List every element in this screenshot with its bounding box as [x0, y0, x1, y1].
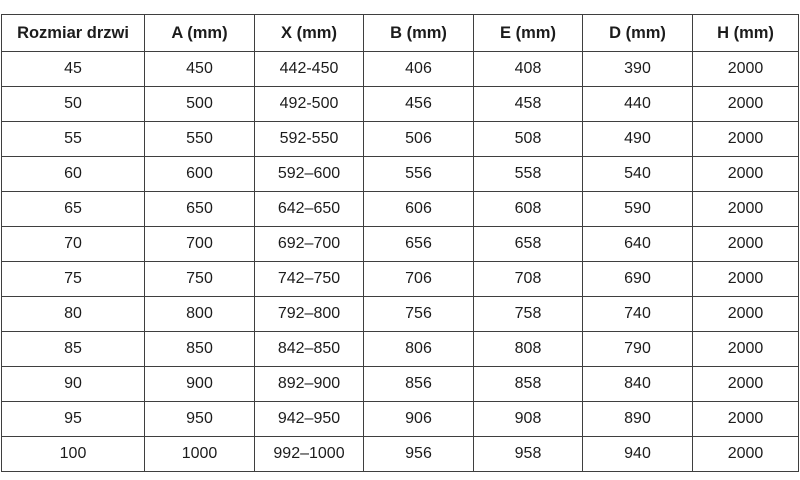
table-cell: 906 — [364, 402, 474, 437]
table-cell: 708 — [474, 262, 583, 297]
table-cell: 908 — [474, 402, 583, 437]
door-size-spec-table — [1, 14, 799, 472]
table-cell: 95 — [2, 402, 145, 437]
table-cell: 692–700 — [255, 227, 364, 262]
table-cell: 406 — [364, 52, 474, 87]
table-cell: 808 — [474, 332, 583, 367]
table-header — [2, 15, 799, 52]
header-row — [2, 15, 799, 52]
table-cell: 408 — [474, 52, 583, 87]
table-cell: 50 — [2, 87, 145, 122]
table-cell: 500 — [145, 87, 255, 122]
table-cell: 2000 — [693, 157, 799, 192]
table-cell: 642–650 — [255, 192, 364, 227]
table-cell: 2000 — [693, 192, 799, 227]
table-row — [2, 367, 799, 402]
table-cell: 558 — [474, 157, 583, 192]
table-cell: 442-450 — [255, 52, 364, 87]
table-cell: 508 — [474, 122, 583, 157]
table-cell: 890 — [583, 402, 693, 437]
table-cell: 70 — [2, 227, 145, 262]
table-cell: 592–600 — [255, 157, 364, 192]
table-cell: 700 — [145, 227, 255, 262]
table-row — [2, 437, 799, 472]
table-cell: 65 — [2, 192, 145, 227]
table-cell: 742–750 — [255, 262, 364, 297]
table-cell: 2000 — [693, 227, 799, 262]
table-cell: 2000 — [693, 297, 799, 332]
table-cell: 956 — [364, 437, 474, 472]
table-cell: 540 — [583, 157, 693, 192]
table-cell: 550 — [145, 122, 255, 157]
table-row — [2, 262, 799, 297]
table-row — [2, 52, 799, 87]
table-cell: 506 — [364, 122, 474, 157]
table-cell: 450 — [145, 52, 255, 87]
table-cell: 390 — [583, 52, 693, 87]
table-row — [2, 332, 799, 367]
table-cell: 992–1000 — [255, 437, 364, 472]
table-cell: 556 — [364, 157, 474, 192]
table-cell: 800 — [145, 297, 255, 332]
table-cell: 600 — [145, 157, 255, 192]
table-cell: 2000 — [693, 262, 799, 297]
table-cell: 900 — [145, 367, 255, 402]
table-row — [2, 402, 799, 437]
column-header: B (mm) — [364, 15, 474, 52]
table-row — [2, 122, 799, 157]
column-header: X (mm) — [255, 15, 364, 52]
table-row — [2, 297, 799, 332]
table-cell: 942–950 — [255, 402, 364, 437]
table-cell: 45 — [2, 52, 145, 87]
table-cell: 2000 — [693, 332, 799, 367]
table-cell: 590 — [583, 192, 693, 227]
column-header: E (mm) — [474, 15, 583, 52]
table-cell: 790 — [583, 332, 693, 367]
table-cell: 85 — [2, 332, 145, 367]
table-cell: 606 — [364, 192, 474, 227]
table-cell: 792–800 — [255, 297, 364, 332]
table-row — [2, 157, 799, 192]
table-cell: 75 — [2, 262, 145, 297]
table-cell: 756 — [364, 297, 474, 332]
table-cell: 856 — [364, 367, 474, 402]
table-cell: 950 — [145, 402, 255, 437]
table-cell: 1000 — [145, 437, 255, 472]
table-cell: 758 — [474, 297, 583, 332]
table-cell: 55 — [2, 122, 145, 157]
table-cell: 2000 — [693, 402, 799, 437]
column-header: Rozmiar drzwi — [2, 15, 145, 52]
table-cell: 2000 — [693, 52, 799, 87]
table-cell: 850 — [145, 332, 255, 367]
table-row — [2, 227, 799, 262]
table-cell: 2000 — [693, 87, 799, 122]
table-cell: 492-500 — [255, 87, 364, 122]
table-cell: 806 — [364, 332, 474, 367]
table-cell: 840 — [583, 367, 693, 402]
table-cell: 2000 — [693, 122, 799, 157]
table-row — [2, 87, 799, 122]
table-cell: 690 — [583, 262, 693, 297]
column-header: H (mm) — [693, 15, 799, 52]
column-header: A (mm) — [145, 15, 255, 52]
table-cell: 940 — [583, 437, 693, 472]
table-row — [2, 192, 799, 227]
table-cell: 2000 — [693, 367, 799, 402]
table-cell: 90 — [2, 367, 145, 402]
table-cell: 490 — [583, 122, 693, 157]
table-cell: 458 — [474, 87, 583, 122]
table-cell: 892–900 — [255, 367, 364, 402]
table-cell: 640 — [583, 227, 693, 262]
table-cell: 750 — [145, 262, 255, 297]
table-body — [2, 52, 799, 472]
table-cell: 456 — [364, 87, 474, 122]
table-cell: 650 — [145, 192, 255, 227]
table-cell: 656 — [364, 227, 474, 262]
table-cell: 658 — [474, 227, 583, 262]
table-cell: 858 — [474, 367, 583, 402]
table-cell: 440 — [583, 87, 693, 122]
table-cell: 958 — [474, 437, 583, 472]
table-cell: 706 — [364, 262, 474, 297]
table-cell: 2000 — [693, 437, 799, 472]
table-cell: 740 — [583, 297, 693, 332]
table-cell: 60 — [2, 157, 145, 192]
column-header: D (mm) — [583, 15, 693, 52]
table-cell: 100 — [2, 437, 145, 472]
table-cell: 592-550 — [255, 122, 364, 157]
table-cell: 608 — [474, 192, 583, 227]
table-cell: 80 — [2, 297, 145, 332]
table-cell: 842–850 — [255, 332, 364, 367]
